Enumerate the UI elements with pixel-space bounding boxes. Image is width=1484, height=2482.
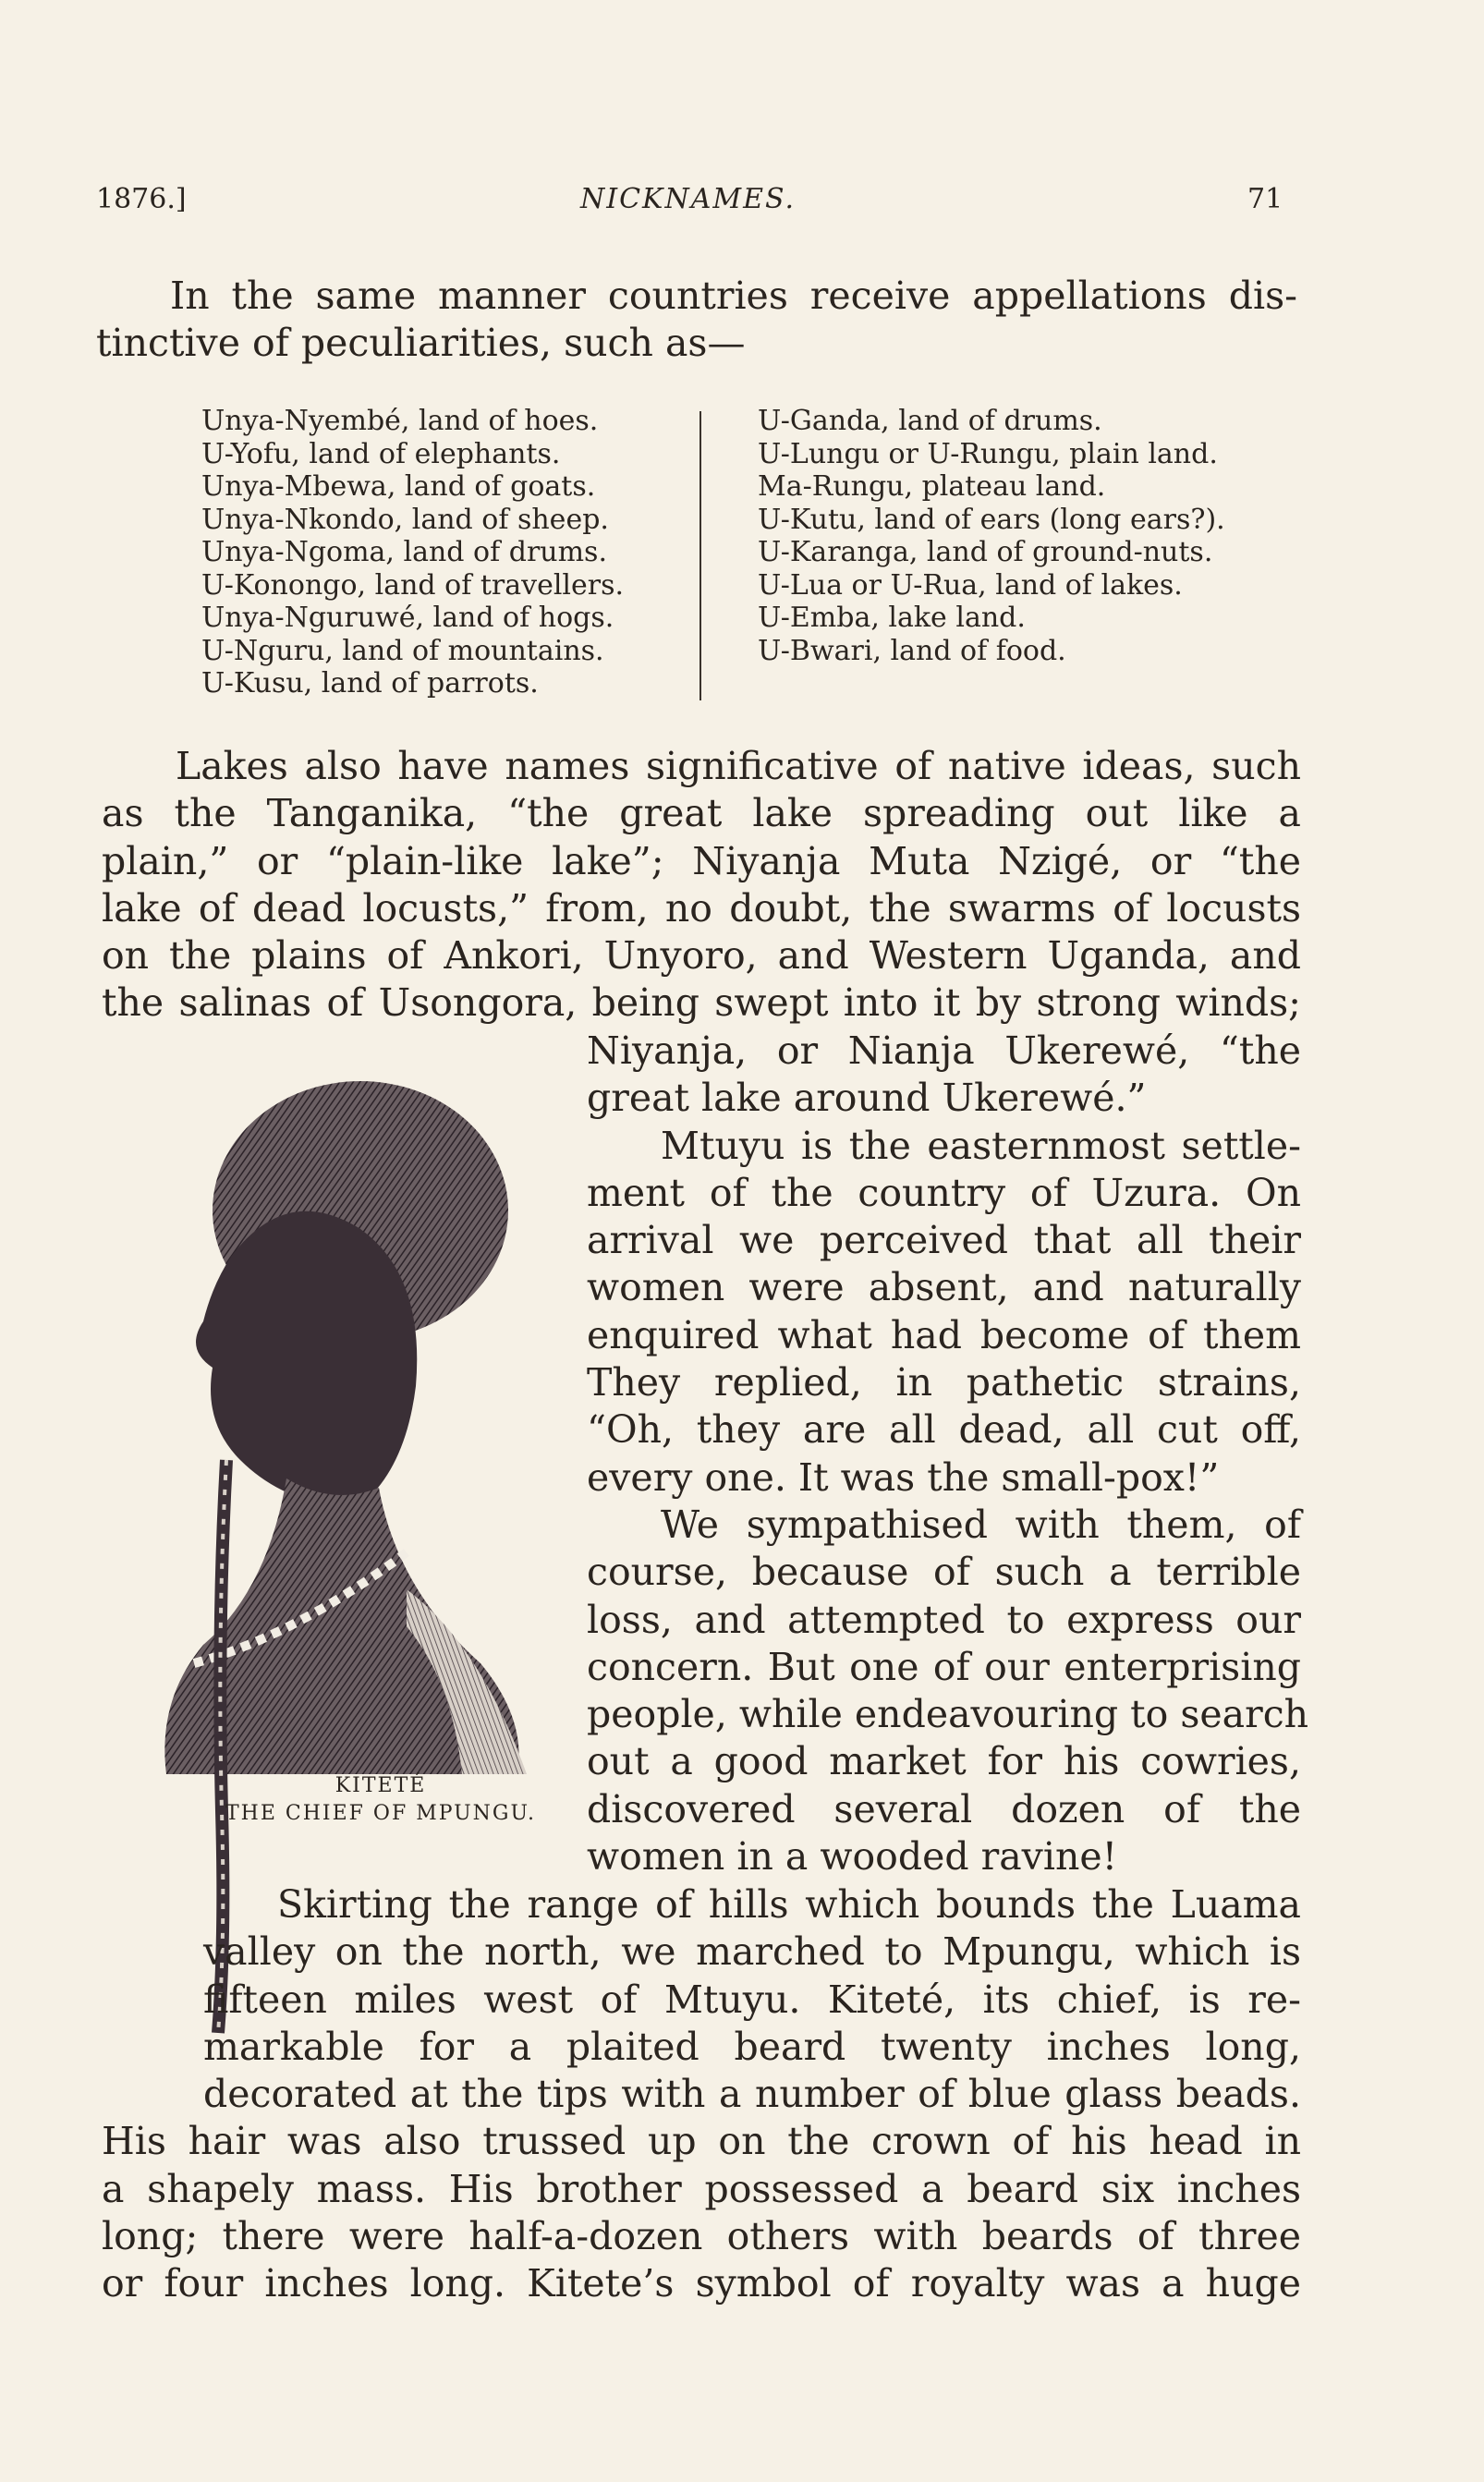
text-line: They replied, in pathetic strains, (587, 1360, 1301, 1405)
list-item: Unya-Nguruwé, land of hogs. (201, 602, 614, 634)
list-item: U-Bwari, land of food. (758, 634, 1066, 667)
text-line: every one. It was the small-pox!” (587, 1454, 1220, 1500)
text-line: as the Tanganika, “the great lake spreading out like a (102, 791, 1301, 836)
text-line: decorated at the tips with a number of blue glass beads. (203, 2072, 1301, 2117)
figure-caption (205, 1772, 556, 1828)
text-line: lake of dead locusts,” from, no doubt, the swarms of locusts (102, 885, 1301, 931)
country-list-right (758, 405, 1312, 667)
list-item: U-Ganda, land of drums. (758, 405, 1102, 437)
text-line: fifteen miles west of Mtuyu. Kiteté, its chief, is re- (203, 1977, 1301, 2022)
list-item: U-Konongo, land of travellers. (201, 568, 625, 602)
list-item: Unya-Nyembé, land of hoes. (201, 405, 599, 437)
text-line: great lake around Ukerewé.” (587, 1076, 1147, 1121)
page-number: 71 (1247, 183, 1283, 215)
list-item: Unya-Nkondo, land of sheep. (201, 503, 609, 536)
country-list-left (201, 405, 682, 700)
intro-paragraph (96, 273, 1297, 367)
text-line: course, because of such a terrible (587, 1550, 1301, 1595)
running-header (0, 183, 1484, 220)
list-item: Unya-Ngoma, land of drums. (201, 536, 607, 568)
text-line: His hair was also trussed up on the crown of his head in (102, 2119, 1301, 2164)
text-line: plain,” or “plain-like lake”; Niyanja Muta Nzigé, or “the (102, 838, 1301, 883)
list-item: Unya-Mbewa, land of goats. (201, 470, 596, 503)
list-item: U-Lua or U-Rua, land of lakes. (758, 568, 1183, 602)
intro-line: In the same manner countries receive appellations dis- (170, 274, 1297, 318)
text-line: women were absent, and naturally (587, 1265, 1301, 1310)
caption-name: KITETÉ (335, 1774, 427, 1797)
list-item: U-Kutu, land of ears (long ears?). (758, 503, 1225, 536)
text-line: people, while endeavouring to search (587, 1692, 1309, 1737)
text-line: Lakes also have names significative of native ideas, such (176, 744, 1301, 788)
mpungu-paragraph (102, 1881, 1301, 2308)
list-item: U-Kusu, land of parrots. (201, 667, 539, 700)
list-item: U-Emba, lake land. (758, 602, 1026, 634)
text-line: women in a wooded ravine! (587, 1834, 1118, 1880)
text-line: on the plains of Ankori, Unyoro, and Western Uganda, and (102, 933, 1301, 979)
text-line: “Oh, they are all dead, all cut off, (587, 1407, 1301, 1453)
text-line: enquired what had become of them (587, 1312, 1301, 1357)
text-line: or four inches long. Kitete’s symbol of royalty was a huge (102, 2261, 1301, 2306)
list-item: U-Nguru, land of mountains. (201, 634, 604, 667)
text-line: We sympathised with them, of (661, 1502, 1301, 1547)
text-line: the salinas of Usongora, being swept into it by strong winds; (102, 980, 1301, 1026)
list-item: U-Yofu, land of elephants. (201, 437, 561, 470)
intro-line: tinctive of peculiarities, such as— (96, 321, 746, 365)
text-line: arrival we perceived that all their (587, 1218, 1301, 1263)
text-line: loss, and attempted to express our (587, 1597, 1301, 1642)
text-line: concern. But one of our enterprising (587, 1644, 1301, 1689)
text-line: Mtuyu is the easternmost settle- (661, 1123, 1301, 1168)
text-line: Niyanja, or Nianja Ukerewé, “the (587, 1028, 1301, 1073)
text-line: valley on the north, we marched to Mpungu, which is (203, 1929, 1301, 1975)
header-year: 1876.] (96, 183, 187, 215)
text-line: markable for a plaited beard twenty inches long, (203, 2024, 1301, 2069)
list-item: U-Lungu or U-Rungu, plain land. (758, 437, 1218, 470)
text-line: ment of the country of Uzura. On (587, 1170, 1301, 1215)
text-line: long; there were half-a-dozen others with beards of three (102, 2214, 1301, 2259)
text-line: a shapely mass. His brother possessed a beard six inches (102, 2166, 1301, 2211)
list-item: U-Karanga, land of ground-nuts. (758, 536, 1213, 568)
text-line: discovered several dozen of the (587, 1786, 1301, 1831)
side-text-column (587, 1028, 1309, 1880)
caption-title: THE CHIEF OF MPUNGU. (225, 1802, 537, 1825)
list-item: Ma-Rungu, plateau land. (758, 470, 1106, 503)
text-line: out a good market for his cowries, (587, 1739, 1301, 1784)
text-line: Skirting the range of hills which bounds the Luama (277, 1882, 1301, 1927)
header-title: NICKNAMES. (580, 183, 797, 215)
lakes-paragraph (102, 743, 1301, 1028)
column-divider (699, 411, 701, 700)
